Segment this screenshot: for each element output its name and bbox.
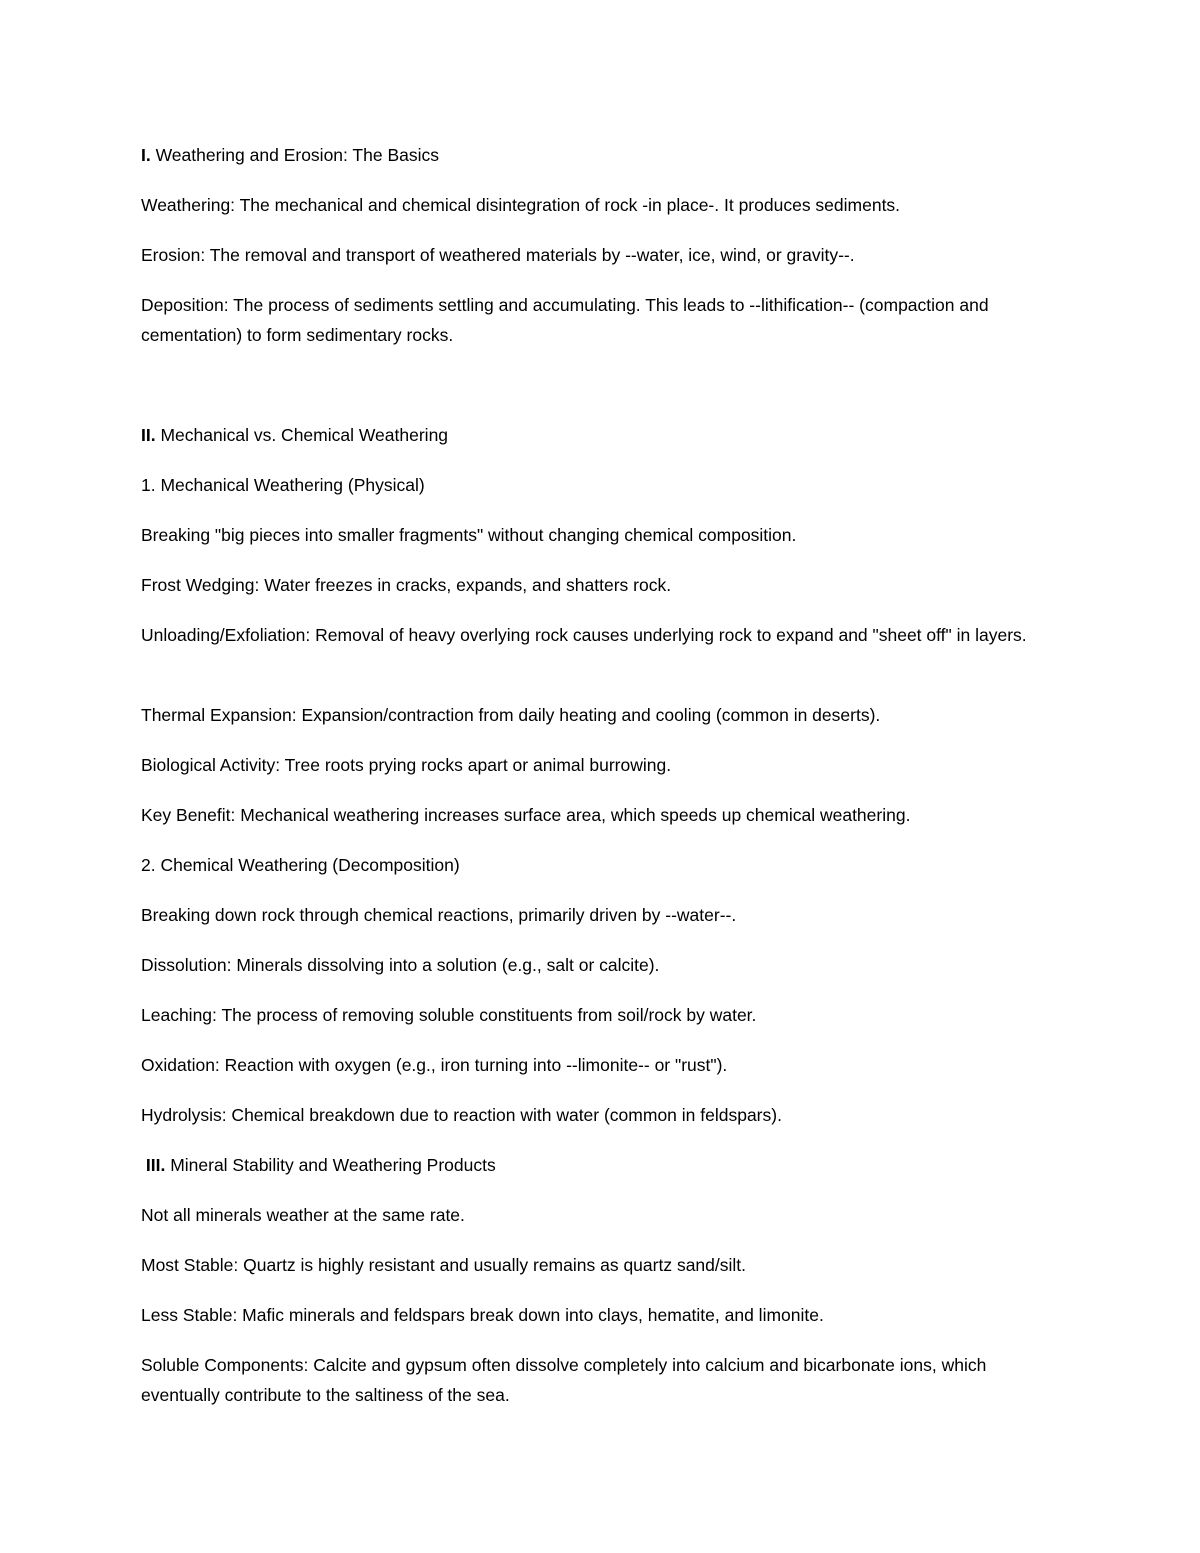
section-3-heading	[141, 1150, 1061, 1180]
unloading-exfoliation-item: Unloading/Exfoliation: Removal of heavy overlying rock causes underlying rock to expand and "sheet off" in layers.	[141, 625, 1027, 645]
frost-wedging-item: Frost Wedging: Water freezes in cracks, expands, and shatters rock.	[141, 575, 672, 595]
hydrolysis-item: Hydrolysis: Chemical breakdown due to reaction with water (common in feldspars).	[141, 1105, 782, 1125]
biological-activity-item: Biological Activity: Tree roots prying rocks apart or animal burrowing.	[141, 755, 672, 775]
section-3-number: III.	[145, 1155, 166, 1175]
less-stable-item: Less Stable: Mafic minerals and feldspars break down into clays, hematite, and limonite.	[141, 1305, 824, 1325]
weathering-definition: Weathering: The mechanical and chemical disintegration of rock -in place-. It produces sediments.	[141, 195, 901, 215]
oxidation-item: Oxidation: Reaction with oxygen (e.g., iron turning into --limonite-- or "rust").	[141, 1055, 728, 1075]
chemical-weathering-subheading: 2. Chemical Weathering (Decomposition)	[141, 855, 460, 875]
erosion-definition: Erosion: The removal and transport of weathered materials by --water, ice, wind, or gravity--.	[141, 245, 855, 265]
mechanical-weathering-intro: Breaking "big pieces into smaller fragments" without changing chemical composition.	[141, 525, 797, 545]
dissolution-item: Dissolution: Minerals dissolving into a solution (e.g., salt or calcite).	[141, 955, 660, 975]
section-1-title: Weathering and Erosion: The Basics	[150, 145, 439, 165]
section-3-title: Mineral Stability and Weathering Products	[165, 1155, 496, 1175]
chemical-weathering-intro: Breaking down rock through chemical reactions, primarily driven by --water--.	[141, 905, 737, 925]
deposition-definition: Deposition: The process of sediments settling and accumulating. This leads to --lithification-- (compaction and cementation) to form sedimentary rocks.	[141, 295, 989, 345]
soluble-components-item: Soluble Components: Calcite and gypsum often dissolve completely into calcium and bicarbonate ions, which eventually contribute to the saltiness of the sea.	[141, 1355, 987, 1405]
leaching-item: Leaching: The process of removing soluble constituents from soil/rock by water.	[141, 1005, 757, 1025]
section-1-heading	[141, 140, 1061, 170]
mineral-stability-intro: Not all minerals weather at the same rate.	[141, 1205, 465, 1225]
thermal-expansion-item: Thermal Expansion: Expansion/contraction from daily heating and cooling (common in deserts).	[141, 705, 881, 725]
most-stable-item: Most Stable: Quartz is highly resistant and usually remains as quartz sand/silt.	[141, 1255, 746, 1275]
section-2-heading	[141, 420, 1061, 450]
section-2-title: Mechanical vs. Chemical Weathering	[155, 425, 449, 445]
mechanical-weathering-subheading: 1. Mechanical Weathering (Physical)	[141, 475, 425, 495]
key-benefit-item: Key Benefit: Mechanical weathering increases surface area, which speeds up chemical weathering.	[141, 805, 911, 825]
section-1-number: I.	[141, 145, 151, 165]
section-2-number: II.	[141, 425, 156, 445]
